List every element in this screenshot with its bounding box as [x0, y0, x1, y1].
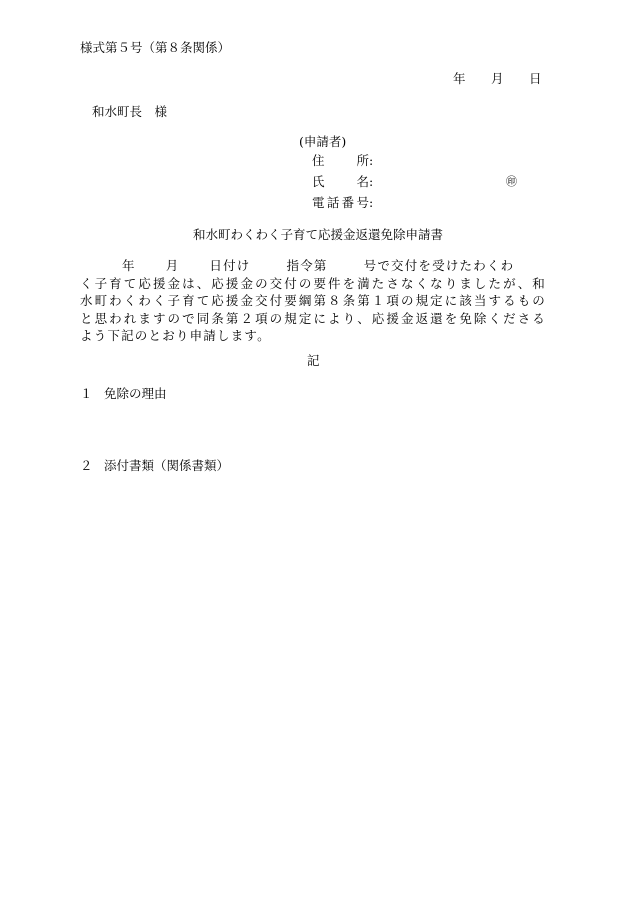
address-colon: : — [369, 153, 374, 168]
body-day: 日付け — [209, 258, 251, 273]
item-label: 免除の理由 — [104, 386, 167, 401]
body-line-2: く子育て応援金は、応援金の交付の要件を満たさなくなりましたが、和 — [80, 275, 546, 291]
name-colon: : — [369, 174, 374, 189]
body-order: 指令第 — [286, 258, 328, 273]
form-number: 様式第５号（第８条関係） — [80, 40, 231, 55]
seal-mark: ㊞ — [506, 175, 517, 188]
body-year: 年 — [122, 258, 136, 273]
body-line-1 — [80, 257, 546, 275]
item-exemption-reason — [80, 386, 167, 402]
body-line-5: よう下記のとおり申請します。 — [80, 328, 271, 343]
name-label: 氏 名 — [312, 174, 369, 189]
body-line-4: と思われますので同条第２項の規定により、応援金返還を免除くださる — [80, 310, 546, 326]
recipient: 和水町長 様 — [92, 104, 168, 119]
applicant-label: (申請者) — [299, 134, 347, 149]
body-line-3: 水町わくわく子育て応援金交付要綱第８条第１項の規定に該当するもの — [80, 293, 546, 308]
phone-colon: : — [369, 195, 374, 210]
date-month-label: 月 — [491, 71, 504, 86]
body-month: 月 — [165, 258, 180, 273]
body-paragraph — [80, 257, 546, 345]
applicant-phone-row — [312, 195, 373, 211]
body-line1-tail: 号で交付を受けたわくわ — [363, 258, 515, 273]
applicant-name-row — [312, 174, 373, 190]
date-day-label: 日 — [529, 71, 542, 86]
item-label: 添付書類（関係書類） — [104, 458, 230, 473]
item-number: １ — [80, 386, 93, 401]
ki-heading: 記 — [307, 353, 320, 368]
applicant-address-row — [312, 153, 373, 169]
address-label: 住 所 — [312, 153, 369, 168]
document-title: 和水町わくわく子育て応援金返還免除申請書 — [193, 227, 444, 242]
item-attachments — [80, 458, 229, 474]
date-year-label: 年 — [453, 71, 466, 86]
phone-label: 電話番号 — [312, 195, 369, 210]
item-number: ２ — [80, 458, 93, 473]
